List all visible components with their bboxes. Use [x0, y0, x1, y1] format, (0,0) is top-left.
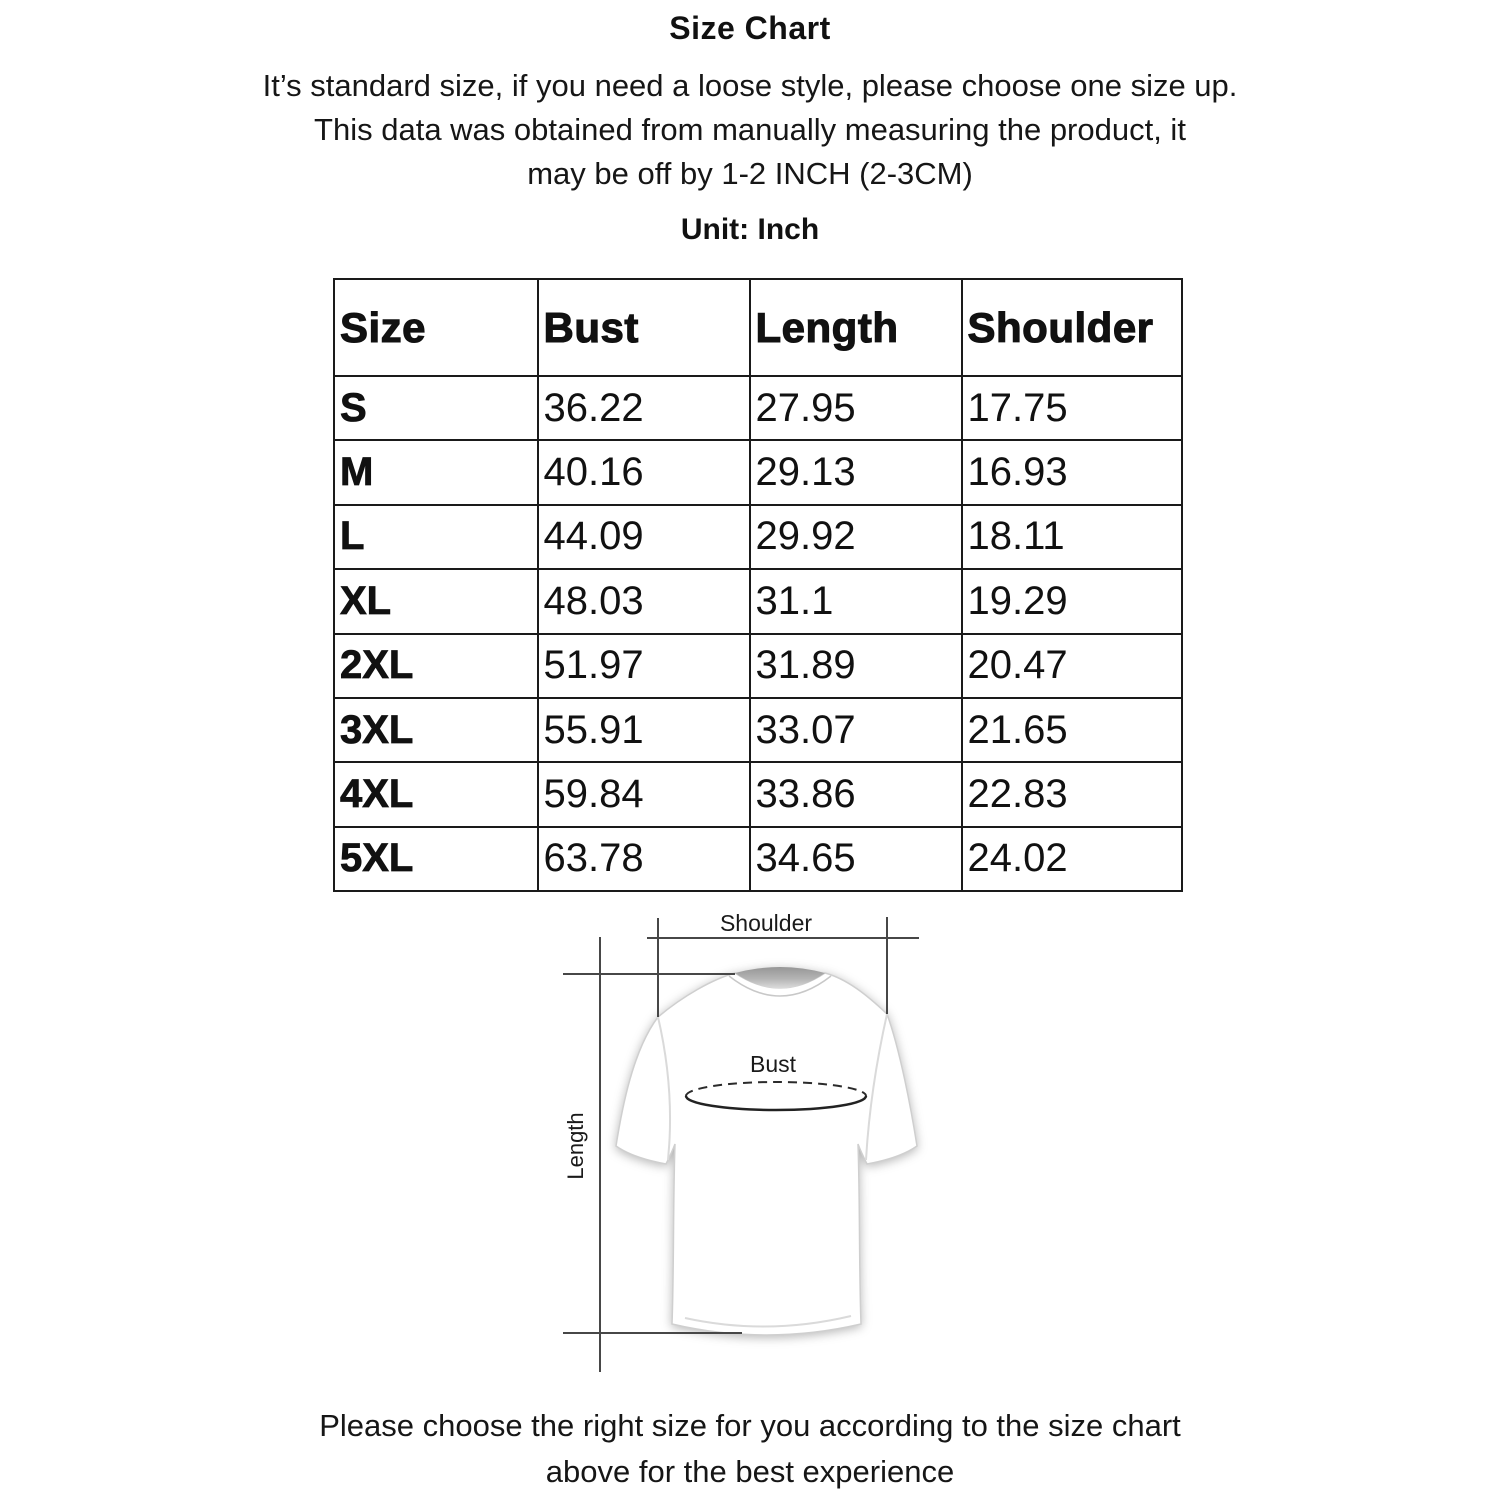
- bust-cell: 36.22: [538, 376, 750, 440]
- bust-cell: 40.16: [538, 440, 750, 504]
- shoulder-cell: 18.11: [962, 505, 1182, 569]
- shoulder-cell: 17.75: [962, 376, 1182, 440]
- length-cell: 33.86: [750, 762, 962, 826]
- bust-cell: 55.91: [538, 698, 750, 762]
- size-cell: 5XL: [334, 827, 538, 891]
- length-label: Length: [563, 1112, 588, 1180]
- footer-note: [0, 1403, 1500, 1495]
- col-header-size: Size: [334, 279, 538, 376]
- table-row-5xl: [334, 827, 1182, 891]
- footer-line-2: above for the best experience: [545, 1454, 955, 1489]
- col-header-shoulder: Shoulder: [962, 279, 1182, 376]
- length-cell: 29.13: [750, 440, 962, 504]
- table-row-4xl: [334, 762, 1182, 826]
- size-cell: M: [334, 440, 538, 504]
- shoulder-cell: 22.83: [962, 762, 1182, 826]
- table-row-s: [334, 376, 1182, 440]
- size-cell: 3XL: [334, 698, 538, 762]
- bust-cell: 51.97: [538, 634, 750, 698]
- bust-label: Bust: [749, 1051, 797, 1077]
- size-cell: S: [334, 376, 538, 440]
- table-row-m: [334, 440, 1182, 504]
- subtitle: [0, 64, 1500, 196]
- length-cell: 31.1: [750, 569, 962, 633]
- size-cell: 2XL: [334, 634, 538, 698]
- bust-cell: 48.03: [538, 569, 750, 633]
- col-header-bust: Bust: [538, 279, 750, 376]
- subtitle-line-2: This data was obtained from manually measuring the product, it: [314, 112, 1186, 147]
- length-cell: 29.92: [750, 505, 962, 569]
- subtitle-line-3: may be off by 1-2 INCH (2-3CM): [527, 156, 973, 191]
- length-cell: 34.65: [750, 827, 962, 891]
- table-row-xl: [334, 569, 1182, 633]
- size-cell: L: [334, 505, 538, 569]
- table-header-row: [334, 279, 1182, 376]
- page-title: Size Chart: [669, 10, 831, 46]
- length-cell: 31.89: [750, 634, 962, 698]
- size-table: [333, 278, 1183, 892]
- unit-label: Unit: Inch: [680, 213, 820, 246]
- length-cell: 27.95: [750, 376, 962, 440]
- shoulder-cell: 16.93: [962, 440, 1182, 504]
- table-row-l: [334, 505, 1182, 569]
- subtitle-line-1: It’s standard size, if you need a loose style, please choose one size up.: [262, 68, 1238, 103]
- bust-cell: 63.78: [538, 827, 750, 891]
- shoulder-cell: 24.02: [962, 827, 1182, 891]
- size-cell: 4XL: [334, 762, 538, 826]
- col-header-length: Length: [750, 279, 962, 376]
- table-row-3xl: [334, 698, 1182, 762]
- size-cell: XL: [334, 569, 538, 633]
- tshirt-measurement-diagram: [555, 900, 1025, 1390]
- footer-line-1: Please choose the right size for you according to the size chart: [319, 1408, 1181, 1443]
- shoulder-cell: 21.65: [962, 698, 1182, 762]
- shoulder-label: Shoulder: [719, 910, 813, 936]
- tshirt-graphic: [616, 967, 917, 1335]
- shoulder-cell: 20.47: [962, 634, 1182, 698]
- length-cell: 33.07: [750, 698, 962, 762]
- shoulder-cell: 19.29: [962, 569, 1182, 633]
- bust-cell: 59.84: [538, 762, 750, 826]
- table-row-2xl: [334, 634, 1182, 698]
- bust-cell: 44.09: [538, 505, 750, 569]
